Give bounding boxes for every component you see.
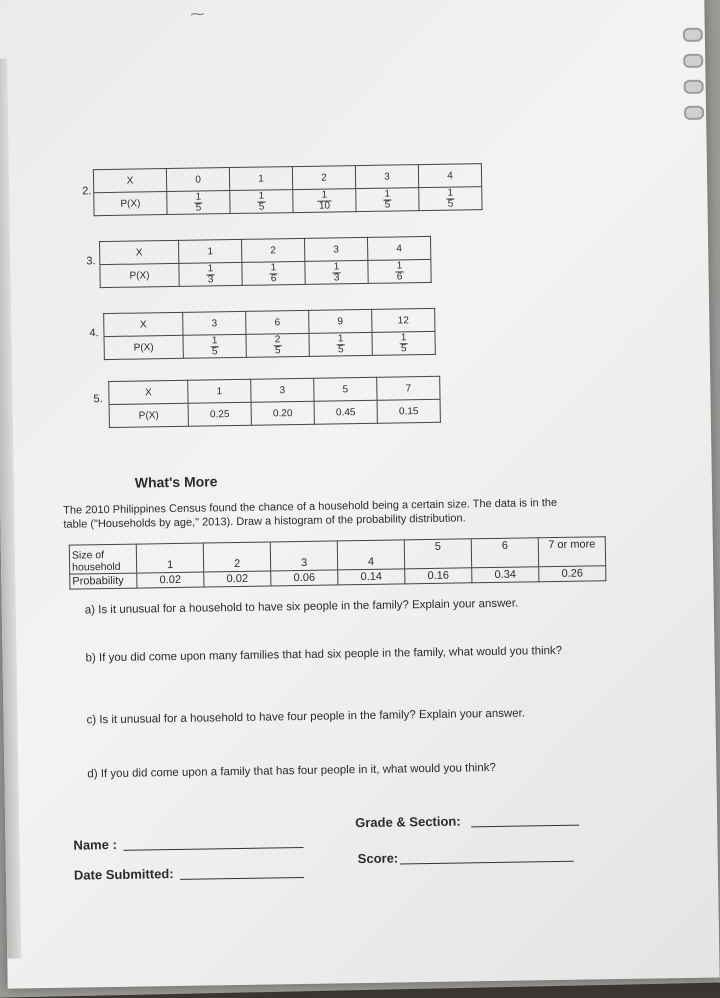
x-value: 2	[292, 166, 355, 190]
p-value: $\frac{1}{5}$	[419, 187, 482, 211]
x-value: 12	[372, 308, 435, 332]
p-value: 0.25	[188, 402, 251, 426]
question-b: b) If you did come upon many families that had six people in the family, what would you think?	[85, 644, 563, 665]
p-value: $\frac{1}{10}$	[293, 189, 356, 213]
x-value: 7	[377, 376, 440, 400]
grade-line[interactable]	[471, 825, 579, 828]
probability-value: 0.16	[405, 568, 472, 584]
p-value: 0.45	[314, 400, 377, 424]
problem-number: 3.	[86, 255, 96, 268]
size-value: 3	[270, 555, 337, 571]
size-value: 4	[337, 554, 404, 570]
x-value: 1	[188, 379, 251, 403]
p-header: P(X)	[100, 263, 179, 287]
size-value: 5	[404, 539, 471, 555]
p-value: $\frac{1}{3}$	[179, 262, 242, 286]
p-value: $\frac{1}{6}$	[242, 261, 305, 285]
p-value: 0.15	[377, 399, 440, 423]
x-value: 3	[251, 378, 314, 402]
x-value: 3	[355, 165, 418, 189]
size-value: 2	[203, 556, 270, 572]
score-label: Score:	[357, 850, 399, 867]
grade-label: Grade & Section:	[355, 813, 461, 831]
name-label: Name :	[73, 836, 117, 853]
question-d: d) If you did come upon a family that has four people in it, what would you think?	[87, 761, 496, 781]
probability-value: 0.34	[472, 567, 539, 583]
x-value: 6	[246, 310, 309, 334]
probability-value: 0.06	[271, 570, 338, 586]
problem-intro: The 2010 Philippines Census found the chance of a household being a certain size. The data is in the table ("Households by age," 2013). Draw a histogram of the probability distribution.	[63, 496, 558, 531]
probability-value: 0.02	[204, 571, 271, 587]
x-header: X	[109, 380, 188, 404]
problem-number: 2.	[82, 185, 92, 198]
p-value: $\frac{2}{5}$	[246, 333, 309, 357]
x-value: 3	[183, 311, 246, 335]
p-header: P(X)	[94, 192, 167, 216]
x-value: 4	[367, 236, 430, 260]
x-value: 1	[229, 167, 292, 191]
p-value: $\frac{1}{5}$	[230, 190, 293, 214]
pen-mark: ⁓	[190, 5, 205, 22]
problem-number: 4.	[89, 327, 99, 340]
x-value: 3	[304, 237, 367, 261]
date-label: Date Submitted:	[73, 866, 174, 883]
size-value: 6	[471, 538, 538, 554]
x-value: 2	[241, 238, 304, 262]
x-header: X	[104, 312, 183, 336]
size-value: 1	[136, 558, 203, 574]
p-value: $\frac{1}{3}$	[305, 260, 368, 284]
x-value: 9	[309, 309, 372, 333]
problem-number: 5.	[93, 393, 103, 406]
x-value: 1	[179, 239, 242, 263]
p-value: $\frac{1}{5}$	[372, 331, 435, 355]
probability-table-4	[103, 308, 436, 360]
binder-holes	[675, 28, 707, 158]
p-header: P(X)	[109, 403, 188, 427]
p-value: $\frac{1}{5}$	[167, 191, 230, 215]
p-value: $\frac{1}{5}$	[183, 334, 246, 358]
question-a: a) Is it unusual for a household to have six people in the family? Explain your answer.	[84, 597, 519, 617]
probability-value: 0.26	[539, 566, 606, 582]
p-value: $\frac{1}{6}$	[368, 259, 431, 283]
x-value: 0	[166, 168, 229, 192]
x-value: 4	[418, 164, 481, 188]
probability-header: Probability	[70, 573, 137, 589]
section-heading: What's More	[134, 473, 218, 491]
p-header: P(X)	[104, 335, 183, 359]
probability-table-5	[108, 376, 441, 428]
p-value: $\frac{1}{5}$	[356, 188, 419, 212]
probability-value: 0.14	[338, 569, 405, 585]
x-header: X	[100, 240, 179, 264]
name-line[interactable]	[124, 847, 304, 851]
question-c: c) Is it unusual for a household to have four people in the family? Explain your answer.	[86, 707, 526, 727]
household-table	[69, 536, 607, 589]
size-header: Size of household	[69, 544, 136, 574]
x-value: 5	[314, 377, 377, 401]
p-value: $\frac{1}{5}$	[309, 332, 372, 356]
score-line[interactable]	[400, 861, 574, 865]
probability-value: 0.02	[137, 572, 204, 588]
p-value: 0.20	[251, 401, 314, 425]
size-value: 7 or more	[538, 537, 605, 553]
x-header: X	[93, 169, 166, 193]
probability-table-2	[93, 163, 483, 216]
probability-table-3	[99, 236, 432, 288]
date-line[interactable]	[180, 877, 304, 880]
